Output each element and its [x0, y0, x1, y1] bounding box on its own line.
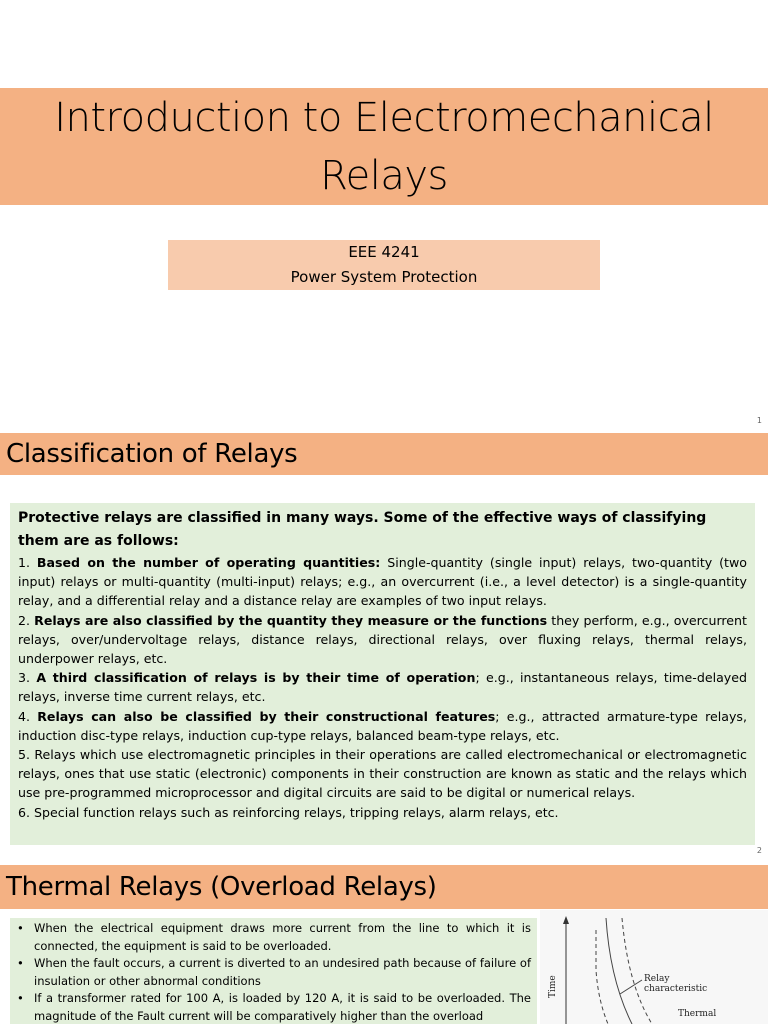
section-title-banner	[0, 433, 768, 475]
bullet-icon: •	[17, 956, 24, 971]
item-text: ; e.g., instantaneous relays, time-delayed relays, inverse time current relays, etc.	[18, 670, 747, 705]
item-text: Single-quantity (single input) relays, two-quantity (two input) relays or multi-quantity (multi-input) relays; e.g., an overcurrent (i.e., a level detector) is a single-quantity relay, and a differential relay and a distance relay are examples of two input relays.	[18, 555, 747, 609]
lead-paragraph: Protective relays are classified in many ways. Some of the effective ways of classifying them are as follows:	[18, 510, 707, 549]
item-bold-text: Relays are also classified by the quantity they measure or the functions	[34, 612, 548, 628]
subtitle-box	[168, 240, 600, 290]
item-bold-text: A third classification of relays is by their time of operation	[36, 670, 476, 686]
curve-label: Thermal	[678, 1009, 717, 1019]
item-bold-text: Based on the number of operating quantities:	[36, 555, 381, 570]
slide-1	[0, 0, 768, 430]
bullet-icon: •	[17, 991, 24, 1006]
list-item	[17, 955, 531, 990]
item-number: 2.	[18, 612, 35, 628]
bullet-list	[10, 920, 537, 1024]
graph-drawing	[540, 910, 768, 1024]
curve-label: Relay	[644, 974, 670, 984]
section-title-banner	[0, 865, 768, 909]
slide-3	[0, 860, 768, 1024]
list-item	[18, 611, 747, 669]
page-number: 1	[756, 416, 762, 425]
item-text: ; e.g., attracted armature-type relays, induction disc-type relays, induction cup-type relays, balanced beam-type relays, etc.	[18, 708, 748, 743]
dashed-curve	[596, 930, 608, 1024]
slide-2	[0, 430, 768, 860]
item-text: they perform, e.g., overcurrent relays, over/undervoltage relays, distance relays, directional relays, over fluxing relays, thermal relays, underpower relays, etc.	[18, 612, 747, 667]
relay-curve	[606, 918, 632, 1024]
list-item	[17, 920, 531, 955]
course-code: EEE 4241	[348, 243, 420, 261]
list-item	[18, 707, 747, 745]
item-number: 3.	[18, 670, 37, 686]
y-axis-label: Time	[548, 975, 558, 998]
list-item	[18, 668, 747, 706]
course-name: Power System Protection	[290, 268, 478, 286]
list-item	[17, 990, 531, 1024]
item-number: 4.	[18, 708, 38, 724]
item-number: 1.	[18, 555, 37, 570]
item-text: Relays which use electromagnetic principles in their operations are called electromechanical or electromagnetic relays, ones that use static (electronic) components in their construction are known as static and the relays which use pre-programmed microprocessor and digital circuits are said to be digital or numerical relays.	[18, 747, 747, 801]
bullet-text: When the fault occurs, a current is diverted to an undesired path because of failure of insulation or other abnormal conditions	[34, 956, 531, 988]
list-item	[18, 745, 747, 803]
section-title: Thermal Relays (Overload Relays)	[6, 872, 437, 902]
label-leader-line	[620, 980, 642, 994]
bullet-text: When the electrical equipment draws more current from the line to which it is connected, the equipment is said to be overloaded.	[34, 921, 531, 953]
curve-label: characteristic	[644, 984, 708, 994]
y-axis-arrow-icon	[563, 916, 569, 924]
title-line-2: Relays	[320, 152, 448, 199]
section-title: Classification of Relays	[6, 439, 298, 469]
thermal-curve	[622, 918, 652, 1024]
overload-bullets-box	[10, 918, 537, 1024]
list-item	[18, 553, 747, 611]
title-line-1: Introduction to Electromechanical	[54, 94, 714, 141]
bullet-text: If a transformer rated for 100 A, is loaded by 120 A, it is said to be overloaded. The magnitude of the Fault current will be comparatively higher than the overload	[34, 991, 531, 1023]
list-item	[18, 803, 747, 822]
bullet-icon: •	[17, 921, 24, 935]
page-number: 2	[756, 846, 762, 855]
title-banner	[0, 88, 768, 205]
item-number: 6.	[18, 804, 35, 820]
relay-characteristic-graph	[540, 910, 768, 1024]
classification-content-box	[10, 503, 755, 845]
item-number: 5.	[18, 747, 35, 763]
item-bold-text: Relays can also be classified by their constructional features	[37, 708, 496, 724]
item-text: Special function relays such as reinforcing relays, tripping relays, alarm relays, etc.	[34, 804, 559, 820]
